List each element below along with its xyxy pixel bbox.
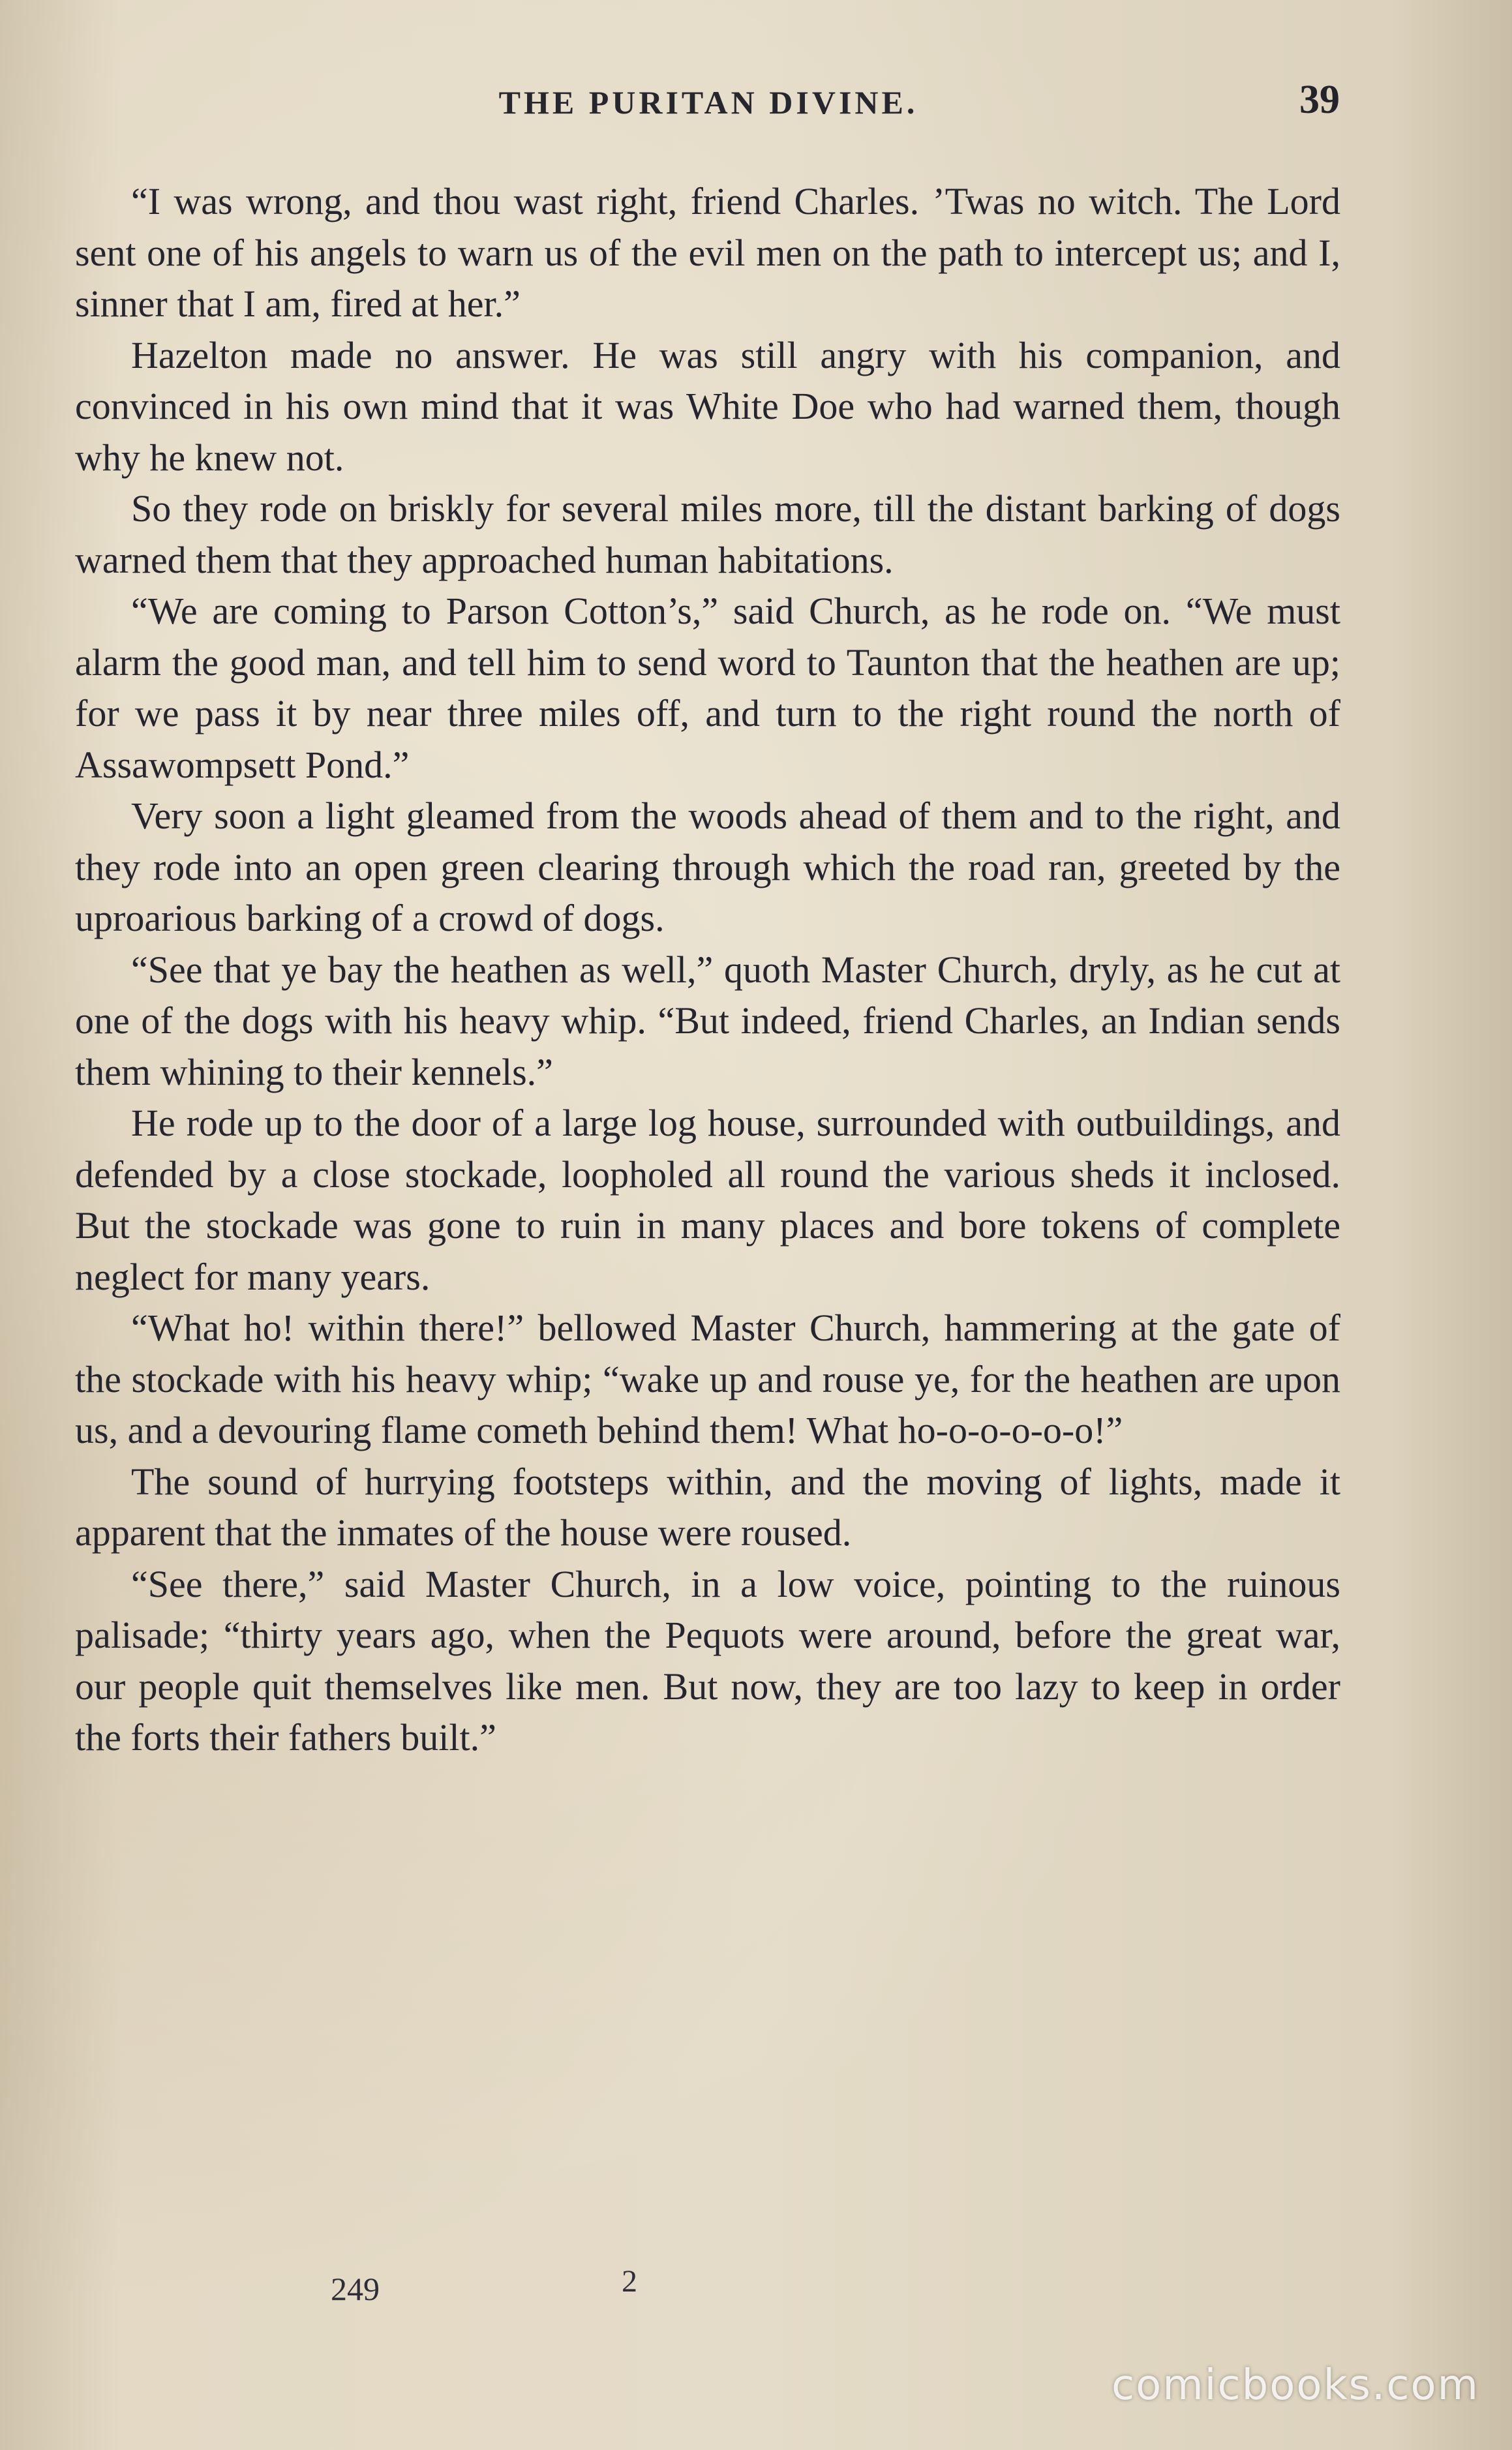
paragraph: “See that ye bay the heathen as well,” quoth Master Church, dryly, as he cut at one of the dogs with his heavy whip. “But indeed, friend Charles, an Indian sends them whining to their kennels.” — [75, 948, 1340, 1093]
page-footer — [75, 2264, 1340, 2322]
page-number: 39 — [1299, 78, 1340, 122]
paragraph: The sound of hurrying footsteps within, and the moving of lights, made it apparent that the inmates of the house were roused. — [75, 1460, 1340, 1554]
signature-mark: 249 — [331, 2271, 380, 2307]
body-text — [75, 176, 1340, 1764]
watermark: comicbooks.com — [1111, 2361, 1479, 2410]
paragraph: He rode up to the door of a large log house, surrounded with outbuildings, and defended by a close stockade, loopholed all round the various sheds it inclosed. But the stockade was gone to ruin in many places and bore tokens of complete neglect for many years. — [75, 1102, 1340, 1298]
paragraph: “See there,” said Master Church, in a low voice, pointing to the ruinous palisade; “thirty years ago, when the Pequots were around, before the great war, our people quit themselves like men. But now, they are too lazy to keep in order the forts their fathers built.” — [75, 1562, 1340, 1759]
page-header — [77, 77, 1340, 136]
paragraph: “What ho! within there!” bellowed Master Church, hammering at the gate of the stockade with his heavy whip; “wake up and rouse ye, for the heathen are upon us, and a devouring flame cometh behind them! What ho-o-o-o-o-o!” — [75, 1307, 1340, 1451]
paragraph: So they rode on briskly for several miles more, till the distant barking of dogs warned them that they approached human habitations. — [75, 487, 1340, 581]
signature-number: 2 — [622, 2264, 637, 2299]
paragraph: “We are coming to Parson Cotton’s,” said Church, as he rode on. “We must alarm the good man, and tell him to send word to Taunton that the heathen are up; for we pass it by near three miles off, and turn to the right round the north of Assawompsett Pond.” — [75, 590, 1340, 786]
paragraph: Very soon a light gleamed from the woods ahead of them and to the right, and they rode into an open green clearing through which the road ran, greeted by the uproarious barking of a crowd of dogs. — [75, 794, 1340, 939]
running-title: THE PURITAN DIVINE. — [498, 84, 918, 121]
paragraph: “I was wrong, and thou wast right, friend Charles. ’Twas no witch. The Lord sent one of his angels to warn us of the evil men on the path to intercept us; and I, sinner that I am, fired at her.” — [75, 180, 1340, 325]
paragraph: Hazelton made no answer. He was still angry with his companion, and convinced in his own mind that it was White Doe who had warned them, though why he knew not. — [75, 333, 1340, 479]
